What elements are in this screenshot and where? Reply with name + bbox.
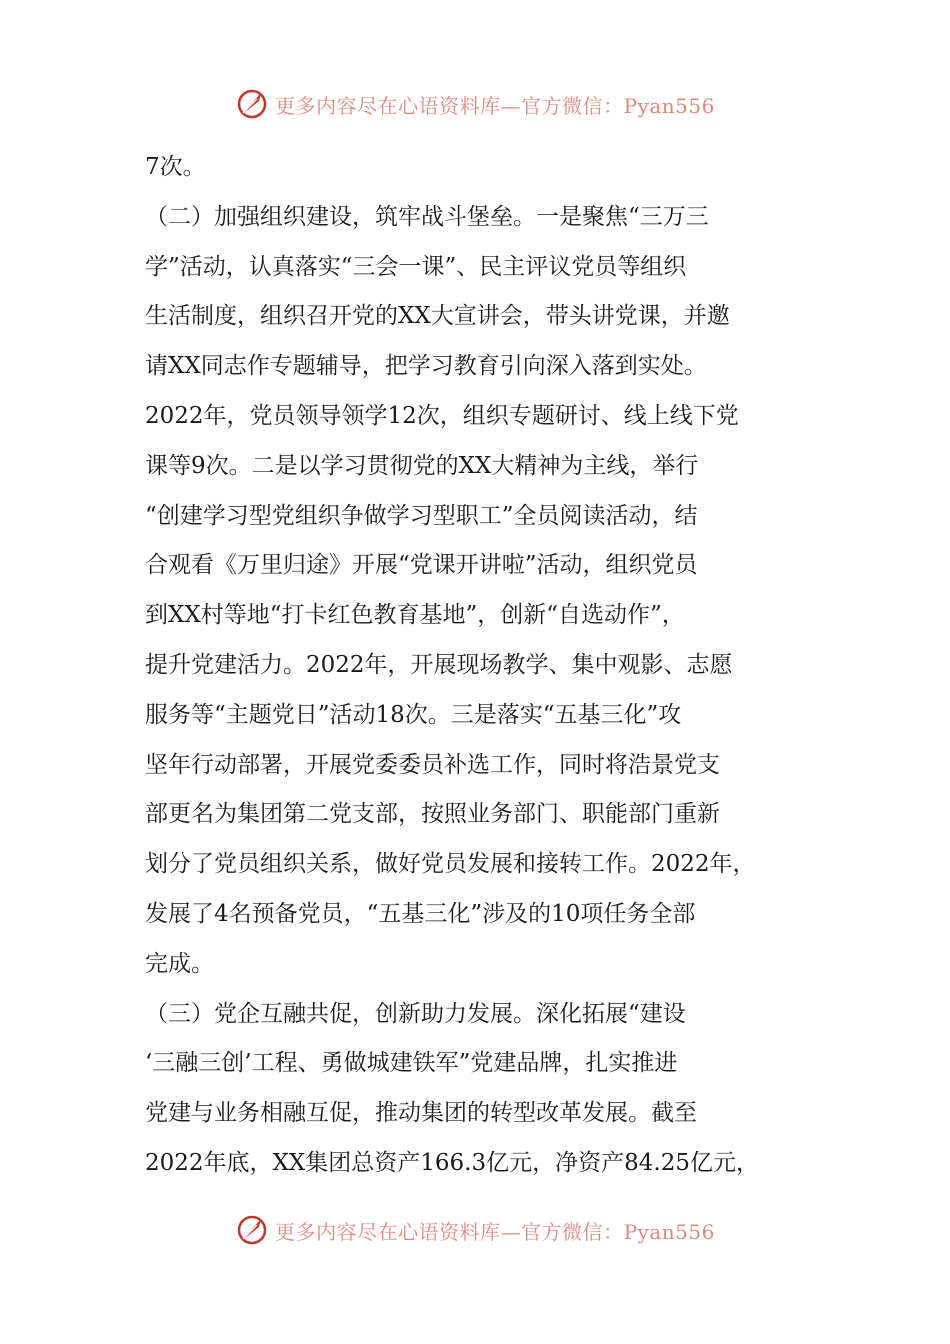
text-line: （三）党企互融共促，创新助力发展。深化拓展“建设	[145, 1000, 686, 1027]
text-line: 合观看《万里归途》开展“党课开讲啦”活动，组织党员	[145, 552, 698, 579]
text-line: 生活制度，组织召开党的XX大宣讲会，带头讲党课，并邀	[145, 303, 730, 330]
text-line: 7次。	[145, 154, 206, 180]
text-line: 提升党建活力。2022年，开展现场教学、集中观影、志愿	[145, 651, 733, 678]
text-line: 学”活动，认真落实“三会一课”、民主评议党员等组织	[145, 253, 687, 280]
text-line: 完成。	[145, 950, 214, 977]
text-line: 部更名为集团第二党支部，按照业务部门、职能部门重新	[145, 801, 720, 828]
text-line: ‘三融三创’工程、勇做城建铁军”党建品牌，扎实推进	[145, 1050, 678, 1077]
watermark-text: 更多内容尽在心语资料库—官方微信：Pyan556	[275, 1219, 715, 1244]
text-line: 发展了4名预备党员，“五基三化”涉及的10项任务全部	[145, 900, 696, 927]
watermark-text: 更多内容尽在心语资料库—官方微信：Pyan556	[275, 93, 715, 118]
document-body	[145, 143, 810, 1189]
footer-watermark	[0, 1210, 950, 1250]
text-line: 课等9次。二是以学习贯彻党的XX大精神为主线，举行	[145, 452, 699, 479]
text-line: 2022年底，XX集团总资产166.3亿元，净资产84.25亿元，	[145, 1149, 759, 1176]
text-line: “创建学习型党组织争做学习型职工”全员阅读活动，结	[145, 502, 698, 529]
text-line: 到XX村等地“打卡红色教育基地”，创新“自选动作”，	[145, 602, 685, 629]
quill-logo-icon	[235, 87, 269, 121]
text-line: 服务等“主题党日”活动18次。三是落实“五基三化”攻	[145, 701, 682, 728]
quill-logo-icon	[235, 1213, 269, 1247]
text-line: 党建与业务相融互促，推动集团的转型改革发展。截至	[145, 1100, 697, 1127]
text-line: 坚年行动部署，开展党委委员补选工作，同时将浩景党支	[145, 751, 720, 778]
text-line: 2022年，党员领导领学12次，组织专题研讨、线上线下党	[145, 402, 739, 429]
text-line: 划分了党员组织关系，做好党员发展和接转工作。2022年，	[145, 851, 756, 878]
header-watermark	[0, 84, 950, 124]
text-line: （二）加强组织建设，筑牢战斗堡垒。一是聚焦“三万三	[145, 203, 709, 230]
text-line: 请XX同志作专题辅导，把学习教育引向深入落到实处。	[145, 353, 707, 380]
